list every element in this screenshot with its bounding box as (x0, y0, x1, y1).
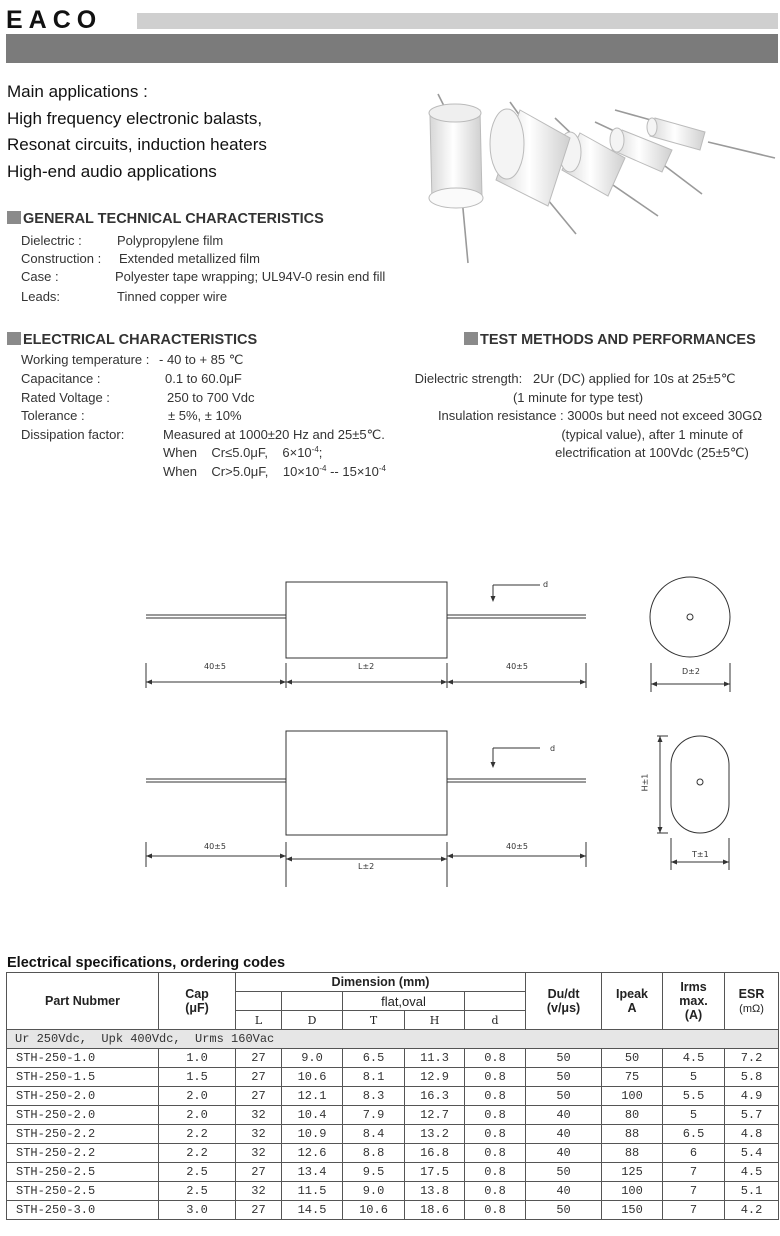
test-line: (typical value), after 1 minute of (561, 427, 743, 442)
header-L: L (236, 1011, 282, 1030)
cell-irms: 7 (663, 1182, 725, 1201)
cell-dudt: 40 (526, 1182, 602, 1201)
cell-ipeak: 88 (602, 1125, 663, 1144)
series-name: STH (659, 70, 700, 92)
cell-dudt: 40 (526, 1144, 602, 1163)
cell-L: 27 (236, 1163, 282, 1182)
header-cap-label: Cap (185, 987, 209, 1001)
cell-L: 32 (236, 1182, 282, 1201)
cell-part: STH-250-2.2 (7, 1125, 159, 1144)
cell-ipeak: 50 (602, 1049, 663, 1068)
header-blank (236, 992, 282, 1011)
table-row (7, 1087, 779, 1106)
general-heading (7, 211, 324, 227)
cell-irms: 6 (663, 1144, 725, 1163)
cell-H: 13.2 (405, 1125, 465, 1144)
cell-L: 27 (236, 1068, 282, 1087)
cell-ipeak: 100 (602, 1182, 663, 1201)
cell-cap: 2.5 (159, 1163, 236, 1182)
header-bar (137, 13, 778, 29)
header-ipeak (602, 973, 663, 1030)
header-part-number: Part Nubmer (7, 973, 159, 1030)
spec-value: 0.1 to 60.0μF (165, 371, 242, 386)
cell-esr: 7.2 (725, 1049, 779, 1068)
spec-value: Tinned copper wire (117, 289, 228, 304)
cell-H: 13.8 (405, 1182, 465, 1201)
cell-d: 0.8 (465, 1163, 526, 1182)
cell-ipeak: 100 (602, 1087, 663, 1106)
df-line-2 (163, 464, 386, 479)
application-line: High-end audio applications (7, 161, 217, 181)
header-esr-label: ESR (738, 987, 765, 1001)
applications-title: Main applications : (7, 82, 148, 101)
header-dudt (526, 973, 602, 1030)
cell-T: 10.6 (343, 1201, 405, 1220)
df-exponent: -4 (311, 445, 319, 454)
general-heading-text: GENERAL TECHNICAL CHARACTERISTICS (23, 211, 324, 227)
cell-irms: 5 (663, 1106, 725, 1125)
cell-dudt: 50 (526, 1087, 602, 1106)
header-flat-oval: flat,oval (343, 992, 465, 1011)
lead-length-label: 40±5 (506, 842, 528, 851)
header-H: H (405, 1011, 465, 1030)
body-length-label: L±2 (358, 862, 375, 871)
header-d: d (465, 1011, 526, 1030)
cell-ipeak: 125 (602, 1163, 663, 1182)
cell-T: 9.0 (343, 1182, 405, 1201)
product-photo (410, 88, 778, 273)
test-line: electrification at 100Vdc (25±5℃) (555, 445, 749, 460)
cell-cap: 3.0 (159, 1201, 236, 1220)
test-line: Insulation resistance : 3000s but need not exceed 30GΩ (437, 408, 763, 423)
cell-irms: 6.5 (663, 1125, 725, 1144)
wire-diameter-label: d (550, 744, 556, 753)
spec-value: Extended metallized film (119, 251, 260, 266)
electrical-heading (7, 332, 257, 348)
capacitor-large-2 (490, 109, 570, 206)
applications (7, 79, 267, 185)
test-line: (1 minute for type test) (512, 390, 644, 405)
cell-D: 12.6 (282, 1144, 343, 1163)
body-length-label: L±2 (358, 662, 375, 671)
cell-ipeak: 75 (602, 1068, 663, 1087)
header-blank (282, 992, 343, 1011)
cell-part: STH-250-3.0 (7, 1201, 159, 1220)
header-ipeak-label: Ipeak (616, 987, 649, 1001)
cell-D: 10.4 (282, 1106, 343, 1125)
wire-diameter-label: d (543, 580, 549, 589)
table-row (7, 1182, 779, 1201)
cell-dudt: 40 (526, 1106, 602, 1125)
header-irms-label: Irms (680, 980, 707, 994)
spec-value: Polypropylene film (117, 233, 224, 248)
cell-H: 18.6 (405, 1201, 465, 1220)
cell-ipeak: 88 (602, 1144, 663, 1163)
spec-label: Leads: (21, 289, 61, 304)
spec-label: Case : (21, 269, 59, 284)
cell-irms: 7 (663, 1201, 725, 1220)
cell-irms: 5 (663, 1068, 725, 1087)
test-heading-text: TEST METHODS AND PERFORMANCES (480, 332, 756, 348)
cell-esr: 5.7 (725, 1106, 779, 1125)
cell-D: 11.5 (282, 1182, 343, 1201)
test-heading (464, 332, 756, 348)
header-ipeak-unit: A (627, 1001, 637, 1015)
cell-L: 27 (236, 1087, 282, 1106)
cell-dudt: 50 (526, 1049, 602, 1068)
cell-cap: 2.2 (159, 1125, 236, 1144)
cell-d: 0.8 (465, 1125, 526, 1144)
heading-marker (7, 211, 21, 224)
lead-length-label: 40±5 (204, 662, 226, 671)
spec-label: Rated Voltage : (21, 390, 110, 405)
heading-marker (7, 332, 21, 345)
cell-D: 9.0 (282, 1049, 343, 1068)
electrical-heading-text: ELECTRICAL CHARACTERISTICS (23, 332, 258, 348)
cell-T: 8.4 (343, 1125, 405, 1144)
cell-cap: 2.0 (159, 1106, 236, 1125)
cell-H: 16.8 (405, 1144, 465, 1163)
header-T: T (343, 1011, 405, 1030)
cell-esr: 4.5 (725, 1163, 779, 1182)
df-text: When Cr≤5.0μF, 6×10 (163, 445, 312, 460)
spec-value: - 40 to + 85 ℃ (159, 352, 244, 367)
cell-esr: 5.8 (725, 1068, 779, 1087)
cell-L: 32 (236, 1106, 282, 1125)
cell-d: 0.8 (465, 1106, 526, 1125)
cell-T: 8.3 (343, 1087, 405, 1106)
df-text: ; (318, 445, 323, 460)
series-word: series (705, 74, 748, 91)
cell-dudt: 50 (526, 1163, 602, 1182)
df-text: When Cr>5.0μF, 10×10 (163, 464, 320, 479)
spec-value: ± 5%, ± 10% (168, 408, 242, 423)
cell-irms: 5.5 (663, 1087, 725, 1106)
cell-D: 14.5 (282, 1201, 343, 1220)
cell-D: 10.6 (282, 1068, 343, 1087)
cell-T: 8.8 (343, 1144, 405, 1163)
spec-label: Dissipation factor: (21, 427, 125, 442)
header-D: D (282, 1011, 343, 1030)
df-line-1 (163, 445, 322, 460)
cell-d: 0.8 (465, 1049, 526, 1068)
spec-label: Tolerance : (21, 408, 85, 423)
cell-part: STH-250-2.5 (7, 1163, 159, 1182)
cell-T: 9.5 (343, 1163, 405, 1182)
table-row (7, 1125, 779, 1144)
header-irms-max: max. (679, 994, 708, 1008)
thickness-label: T±1 (692, 850, 709, 859)
cell-esr: 5.4 (725, 1144, 779, 1163)
cell-cap: 2.2 (159, 1144, 236, 1163)
cell-D: 10.9 (282, 1125, 343, 1144)
table-row (7, 1163, 779, 1182)
cell-cap: 1.0 (159, 1049, 236, 1068)
capacitor-large-1 (429, 104, 483, 208)
spec-table (6, 972, 779, 1220)
spec-value: Measured at 1000±20 Hz and 25±5℃. (163, 427, 385, 442)
cell-D: 13.4 (282, 1163, 343, 1182)
cell-d: 0.8 (465, 1087, 526, 1106)
cell-part: STH-250-1.0 (7, 1049, 159, 1068)
round-end-view (650, 577, 730, 657)
df-exponent: -4 (319, 464, 327, 473)
application-line: High frequency electronic balasts, (7, 108, 263, 128)
spec-label: Working temperature : (21, 352, 150, 367)
cell-D: 12.1 (282, 1087, 343, 1106)
diameter-label: D±2 (682, 667, 700, 676)
cell-H: 12.7 (405, 1106, 465, 1125)
cell-cap: 2.5 (159, 1182, 236, 1201)
cell-cap: 1.5 (159, 1068, 236, 1087)
cell-dudt: 50 (526, 1201, 602, 1220)
spec-label: Dielectric : (21, 233, 82, 248)
lead-length-label: 40±5 (506, 662, 528, 671)
cell-H: 12.9 (405, 1068, 465, 1087)
df-text: -- 15×10 (326, 464, 379, 479)
header-blank (465, 992, 526, 1011)
header-dudt-unit: (v/μs) (546, 1001, 581, 1015)
header-cap (159, 973, 236, 1030)
dimension-drawing (0, 560, 780, 900)
cell-part: STH-250-1.5 (7, 1068, 159, 1087)
round-capacitor-body (286, 582, 447, 658)
cell-part: STH-250-2.5 (7, 1182, 159, 1201)
spec-value: 250 to 700 Vdc (167, 390, 255, 405)
spec-label: Capacitance : (21, 371, 101, 386)
oval-capacitor-body (286, 731, 447, 835)
cell-irms: 7 (663, 1163, 725, 1182)
cell-d: 0.8 (465, 1182, 526, 1201)
cell-H: 16.3 (405, 1087, 465, 1106)
cell-part: STH-250-2.2 (7, 1144, 159, 1163)
cell-part: STH-250-2.0 (7, 1106, 159, 1125)
cell-esr: 4.2 (725, 1201, 779, 1220)
header-irms (663, 973, 725, 1030)
cell-L: 32 (236, 1125, 282, 1144)
spec-label: Construction : (21, 251, 102, 266)
cell-d: 0.8 (465, 1144, 526, 1163)
cell-H: 17.5 (405, 1163, 465, 1182)
cell-esr: 5.1 (725, 1182, 779, 1201)
heading-marker (464, 332, 478, 345)
brand-logo: EACO (6, 6, 103, 34)
cell-dudt: 50 (526, 1068, 602, 1087)
group-row: Ur 250Vdc, Upk 400Vdc, Urms 160Vac (7, 1030, 779, 1049)
cell-L: 27 (236, 1201, 282, 1220)
cell-irms: 4.5 (663, 1049, 725, 1068)
cell-H: 11.3 (405, 1049, 465, 1068)
cell-T: 7.9 (343, 1106, 405, 1125)
header-cap-unit: (μF) (185, 1001, 209, 1015)
df-exponent: -4 (378, 464, 387, 473)
table-row (7, 1049, 779, 1068)
cell-d: 0.8 (465, 1201, 526, 1220)
table-row (7, 1201, 779, 1220)
header-irms-unit: (A) (684, 1008, 703, 1022)
cell-cap: 2.0 (159, 1087, 236, 1106)
cell-part: STH-250-2.0 (7, 1087, 159, 1106)
cell-L: 32 (236, 1144, 282, 1163)
table-row (7, 1144, 779, 1163)
cell-T: 8.1 (343, 1068, 405, 1087)
cell-dudt: 40 (526, 1125, 602, 1144)
cell-T: 6.5 (343, 1049, 405, 1068)
cell-esr: 4.9 (725, 1087, 779, 1106)
header-esr-unit: (mΩ) (739, 1003, 764, 1015)
cell-ipeak: 150 (602, 1201, 663, 1220)
application-line: Resonat circuits, induction heaters (7, 135, 267, 154)
table-row (7, 1106, 779, 1125)
height-label: H±1 (640, 773, 650, 792)
cell-d: 0.8 (465, 1068, 526, 1087)
spec-value: Polyester tape wrapping; UL94V-0 resin end fill (115, 269, 386, 284)
table-title: Electrical specifications, ordering codes (7, 955, 286, 971)
header-dimension: Dimension (mm) (236, 973, 526, 992)
cell-ipeak: 80 (602, 1106, 663, 1125)
header-dudt-label: Du/dt (547, 987, 580, 1001)
test-line: Dielectric strength: 2Ur (DC) applied for 10s at 25±5℃ (414, 371, 736, 386)
cell-esr: 4.8 (725, 1125, 779, 1144)
table-row (7, 1068, 779, 1087)
lead-length-label: 40±5 (204, 842, 226, 851)
header-esr (725, 973, 779, 1030)
cell-L: 27 (236, 1049, 282, 1068)
